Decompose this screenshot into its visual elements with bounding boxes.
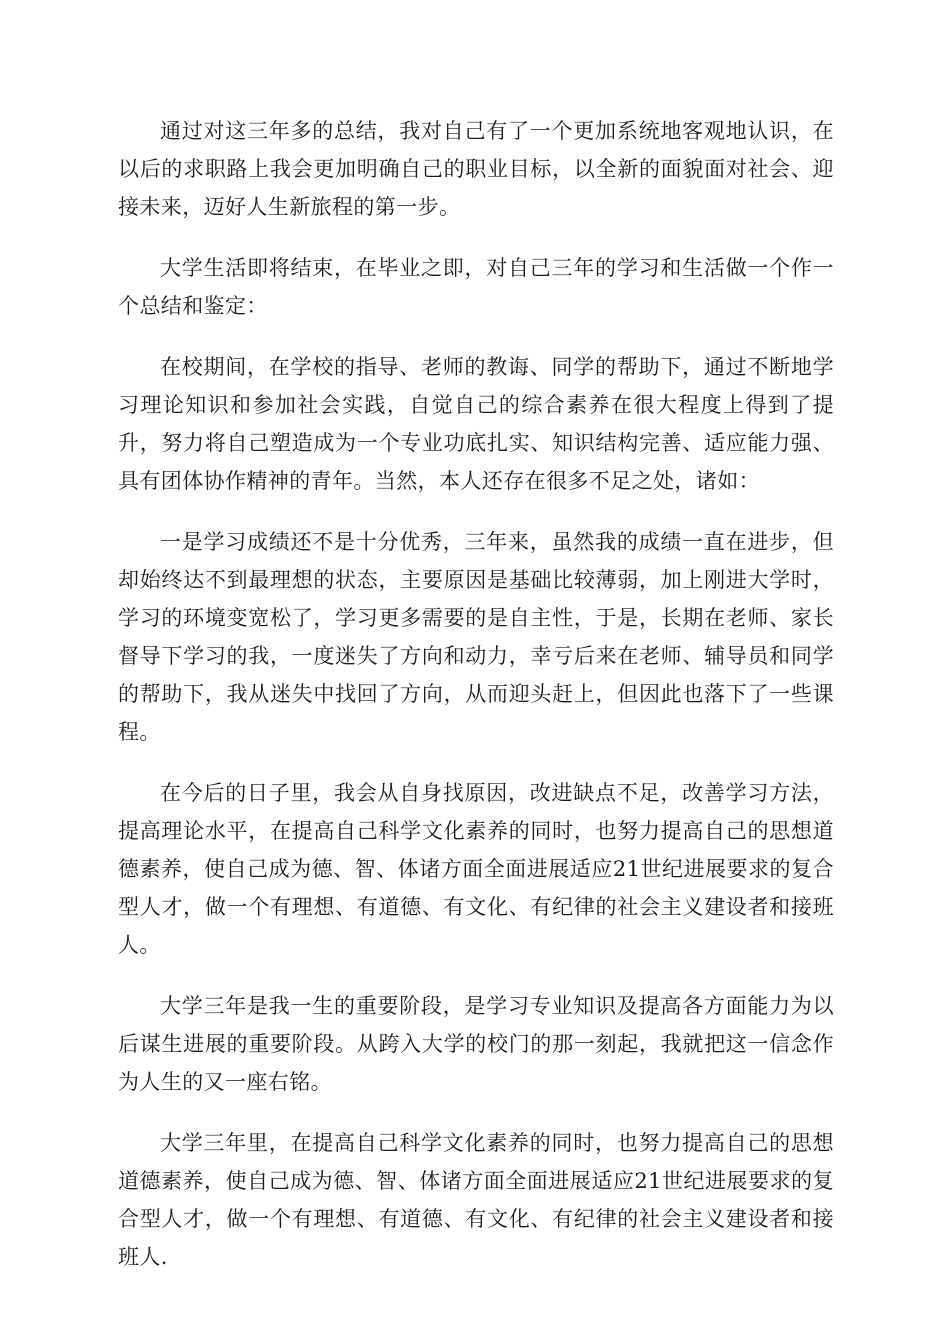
paragraph: 大学生活即将结束，在毕业之即，对自己三年的学习和生活做一个作一个总结和鉴定： bbox=[118, 256, 834, 318]
document-body bbox=[118, 112, 834, 1299]
paragraph: 大学三年里，在提高自己科学文化素养的同时，也努力提高自己的思想道德素养，使自己成为德、智、体诸方面全面进展适应21世纪进展要求的复合型人才，做一个有理想、有道德、有文化、有纪律的社会主义建设者和接班人. bbox=[118, 1131, 834, 1269]
paragraph: 在今后的日子里，我会从自身找原因，改进缺点不足，改善学习方法，提高理论水平，在提高自己科学文化素养的同时，也努力提高自己的思想道德素养，使自己成为德、智、体诸方面全面进展适应21世纪进展要求的复合型人才，做一个有理想、有道德、有文化、有纪律的社会主义建设者和接班人。 bbox=[118, 781, 834, 957]
paragraph: 一是学习成绩还不是十分优秀，三年来，虽然我的成绩一直在进步，但却始终达不到最理想的状态，主要原因是基础比较薄弱，加上刚进大学时，学习的环境变宽松了，学习更多需要的是自主性，于是，长期在老师、家长督导下学习的我，一度迷失了方向和动力，幸亏后来在老师、辅导员和同学的帮助下，我从迷失中找回了方向，从而迎头赶上，但因此也落下了一些课程。 bbox=[118, 530, 834, 744]
paragraph: 大学三年是我一生的重要阶段，是学习专业知识及提高各方面能力为以后谋生进展的重要阶段。从跨入大学的校门的那一刻起，我就把这一信念作为人生的又一座右铭。 bbox=[118, 994, 834, 1094]
paragraph: 在校期间，在学校的指导、老师的教诲、同学的帮助下，通过不断地学习理论知识和参加社会实践，自觉自己的综合素养在很大程度上得到了提升，努力将自己塑造成为一个专业功底扎实、知识结构完善、适应能力强、具有团体协作精神的青年。当然，本人还存在很多不足之处，诸如： bbox=[118, 355, 834, 493]
paragraph: 通过对这三年多的总结，我对自己有了一个更加系统地客观地认识，在以后的求职路上我会更加明确自己的职业目标，以全新的面貌面对社会、迎接未来，迈好人生新旅程的第一步。 bbox=[118, 119, 834, 219]
